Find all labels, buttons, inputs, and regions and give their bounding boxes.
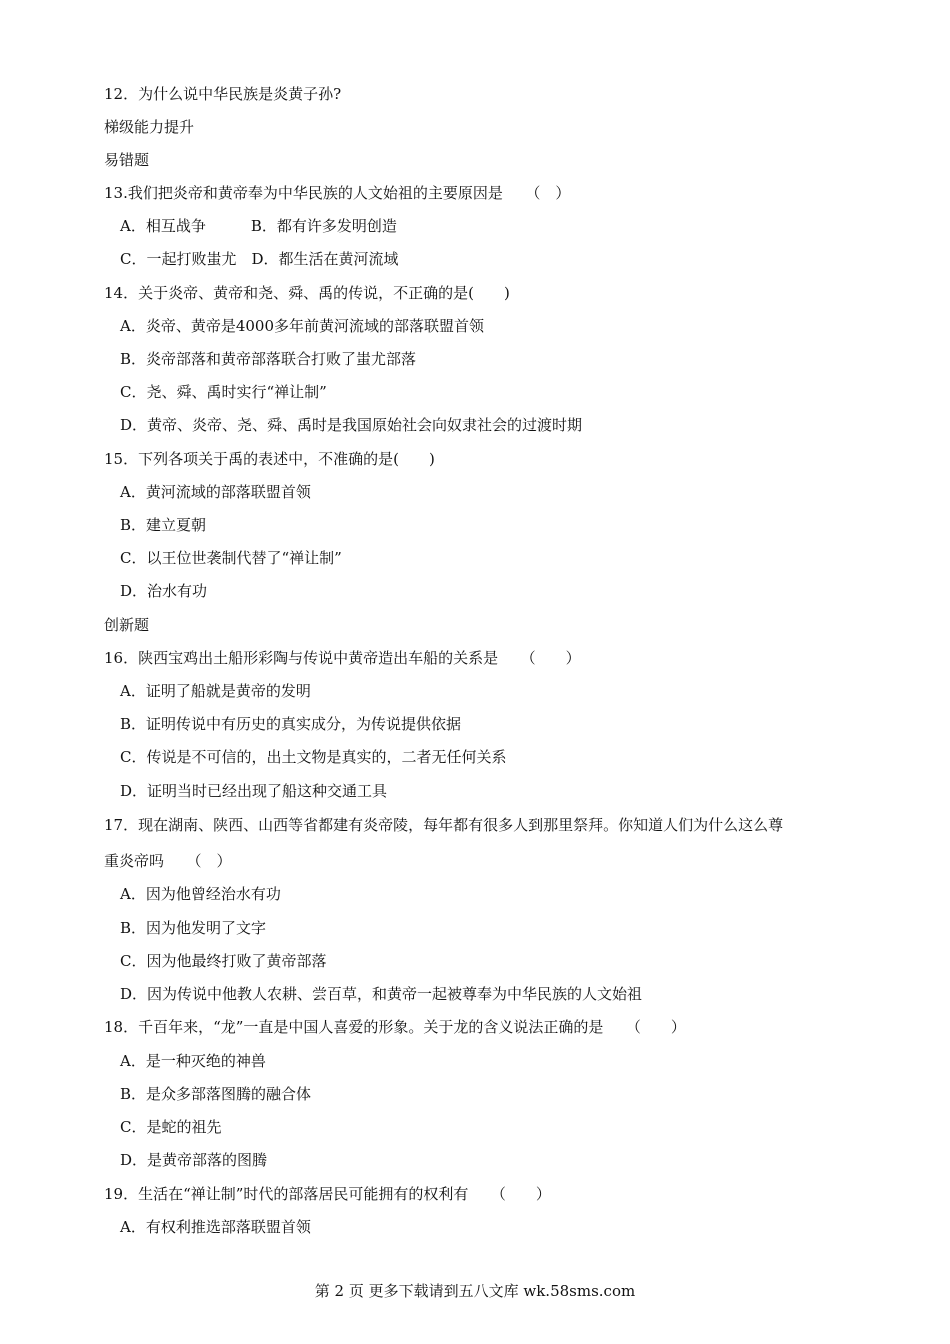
question-16-stem: 16．陕西宝鸡出土船形彩陶与传说中黄帝造出车船的关系是 （ ） xyxy=(104,649,581,667)
question-16-option-d: D．证明当时已经出现了船这种交通工具 xyxy=(120,782,388,800)
question-16-option-a: A．证明了船就是黄帝的发明 xyxy=(120,682,311,700)
question-15-option-c: C．以王位世袭制代替了“禅让制” xyxy=(120,549,342,567)
question-16-option-c: C．传说是不可信的，出土文物是真实的，二者无任何关系 xyxy=(120,748,507,766)
question-13-stem: 13.我们把炎帝和黄帝奉为中华民族的人文始祖的主要原因是 （ ） xyxy=(104,184,571,202)
question-14-option-a: A．炎帝、黄帝是4000多年前黄河流域的部落联盟首领 xyxy=(120,317,485,335)
question-17-option-d: D．因为传说中他教人农耕、尝百草，和黄帝一起被尊奉为中华民族的人文始祖 xyxy=(120,985,643,1003)
page-footer: 第 2 页 更多下载请到五八文库 wk.58sms.com xyxy=(314,1282,636,1300)
question-14-option-d: D．黄帝、炎帝、尧、舜、禹时是我国原始社会向奴隶社会的过渡时期 xyxy=(120,416,583,434)
question-14-option-b: B．炎帝部落和黄帝部落联合打败了蚩尤部落 xyxy=(120,350,417,368)
section-heading-ladder: 梯级能力提升 xyxy=(104,118,195,136)
question-14-stem: 14．关于炎帝、黄帝和尧、舜、禹的传说，不正确的是( ) xyxy=(104,284,510,302)
section-heading-innovation: 创新题 xyxy=(104,616,150,634)
question-17-stem-line1: 17．现在湖南、陕西、山西等省都建有炎帝陵，每年都有很多人到那里祭拜。你知道人们为什么这么尊 xyxy=(104,816,784,834)
question-17-option-c: C．因为他最终打败了黄帝部落 xyxy=(120,952,327,970)
question-15-option-b: B．建立夏朝 xyxy=(120,516,207,534)
question-18-option-d: D．是黄帝部落的图腾 xyxy=(120,1151,268,1169)
question-16-option-b: B．证明传说中有历史的真实成分，为传说提供依据 xyxy=(120,715,462,733)
question-18-option-b: B．是众多部落图腾的融合体 xyxy=(120,1085,312,1103)
question-17-option-b: B．因为他发明了文字 xyxy=(120,919,267,937)
question-13-options-ab: A．相互战争 B．都有许多发明创造 xyxy=(120,217,397,235)
question-18-option-a: A．是一种灭绝的神兽 xyxy=(120,1052,266,1070)
question-19-option-a: A．有权利推选部落联盟首领 xyxy=(120,1218,311,1236)
question-17-option-a: A．因为他曾经治水有功 xyxy=(120,885,281,903)
question-18-option-c: C．是蛇的祖先 xyxy=(120,1118,222,1136)
section-heading-error: 易错题 xyxy=(104,151,150,169)
question-19-stem: 19．生活在“禅让制”时代的部落居民可能拥有的权利有 （ ） xyxy=(104,1185,551,1203)
question-17-stem-line2: 重炎帝吗 （ ） xyxy=(104,852,232,870)
question-15-stem: 15．下列各项关于禹的表述中，不准确的是( ) xyxy=(104,450,435,468)
question-15-option-d: D．治水有功 xyxy=(120,582,208,600)
question-13-options-cd: C．一起打败蚩尤 D．都生活在黄河流域 xyxy=(120,250,399,268)
question-18-stem: 18．千百年来，“龙”一直是中国人喜爱的形象。关于龙的含义说法正确的是 （ ） xyxy=(104,1018,686,1036)
question-14-option-c: C．尧、舜、禹时实行“禅让制” xyxy=(120,383,327,401)
question-12: 12．为什么说中华民族是炎黄子孙? xyxy=(104,85,342,103)
question-15-option-a: A．黄河流域的部落联盟首领 xyxy=(120,483,311,501)
